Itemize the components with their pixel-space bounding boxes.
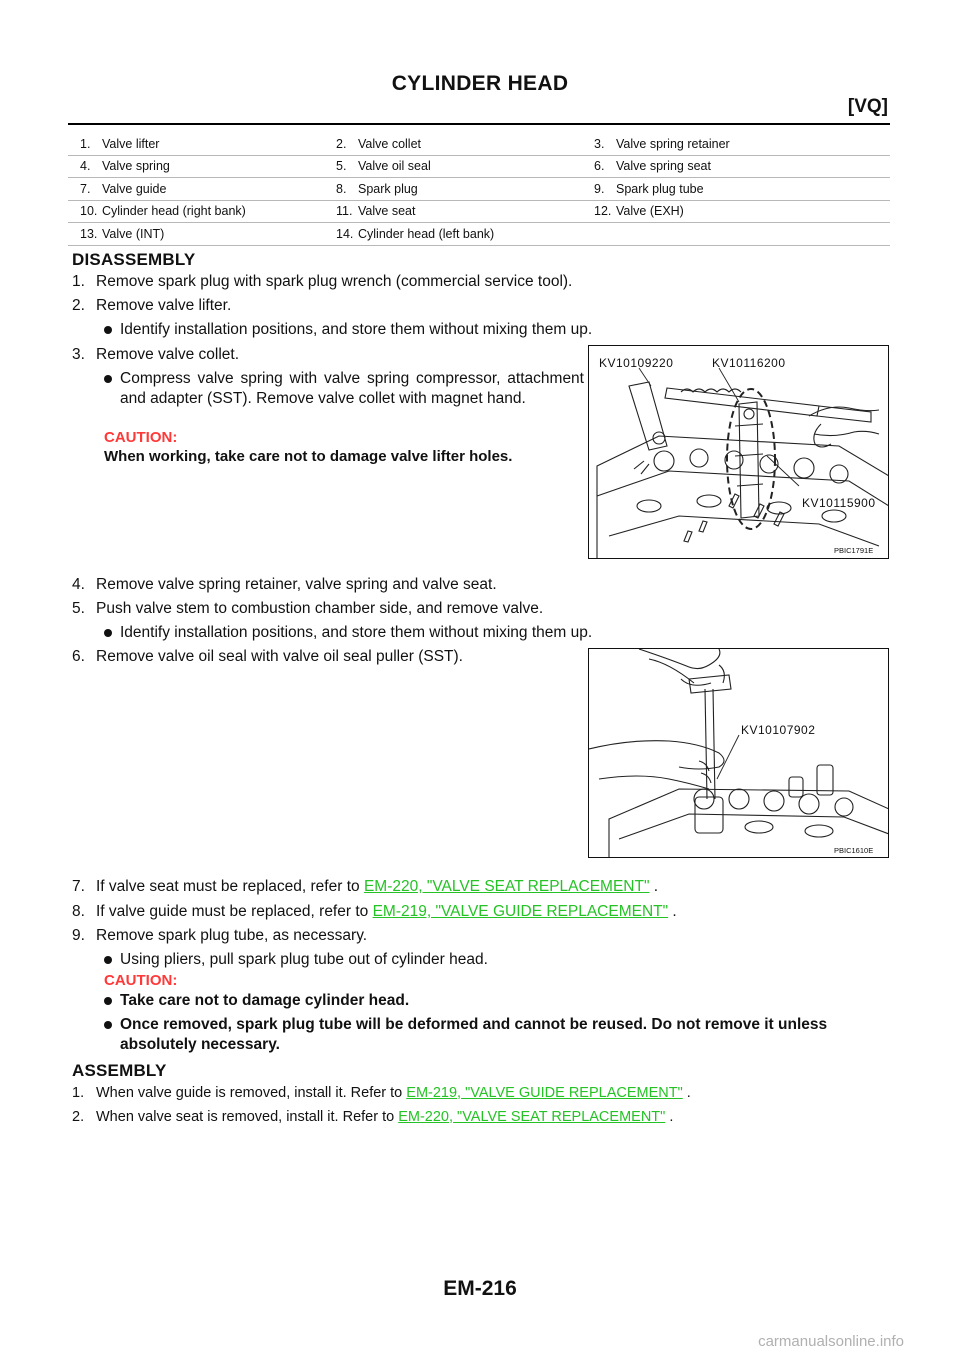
- part-number: 13.: [80, 226, 98, 241]
- disassembly-step-8: [72, 902, 677, 922]
- disassembly-step-3: [72, 345, 239, 365]
- figure-1-label-kv10115900: KV10115900: [802, 496, 876, 510]
- caution-text: When working, take care not to damage valve lifter holes.: [104, 448, 513, 465]
- step-number: 3.: [72, 346, 85, 363]
- part-name: Valve lifter: [102, 136, 160, 151]
- step-number: 1.: [72, 1085, 85, 1101]
- valve-oil-seal-puller-illustration: [589, 649, 889, 858]
- page-number: EM-216: [443, 1277, 517, 1300]
- disassembly-step-3-bullet: [104, 369, 584, 409]
- step-tail: .: [682, 1085, 691, 1101]
- table-row: [68, 200, 890, 223]
- parts-legend-table: [68, 133, 890, 246]
- part-name: Valve (EXH): [616, 204, 684, 219]
- step-text: Remove valve collet.: [96, 346, 240, 363]
- valve-spring-compressor-illustration: [589, 346, 889, 559]
- caution-bullet-2: [104, 1015, 890, 1055]
- disassembly-step-2-bullet: [104, 320, 890, 340]
- caution-text: Take care not to damage cylinder head.: [120, 992, 410, 1009]
- step-text: If valve seat must be replaced, refer to: [96, 878, 360, 895]
- caution-label: CAUTION:: [104, 972, 178, 989]
- part-name: Valve spring retainer: [616, 136, 730, 151]
- step-text: Remove valve oil seal with valve oil seal puller (SST).: [96, 648, 463, 665]
- part-number: 10.: [80, 204, 98, 219]
- step-number: 2.: [72, 1109, 85, 1125]
- bullet-icon: [104, 326, 112, 334]
- step-text: Remove spark plug tube, as necessary.: [96, 927, 368, 944]
- page-subtitle: [VQ]: [847, 96, 888, 117]
- part-name: Valve guide: [102, 181, 167, 196]
- disassembly-step-1: [72, 272, 572, 292]
- caution-text: Once removed, spark plug tube will be deformed and cannot be reused. Do not remove it unless absolutely necessary.: [120, 1016, 828, 1053]
- link-valve-guide-replacement[interactable]: EM-219, "VALVE GUIDE REPLACEMENT": [406, 1085, 683, 1101]
- figure-1-label-kv10116200: KV10116200: [712, 356, 786, 370]
- header-rule: [68, 123, 890, 125]
- page-title: CYLINDER HEAD: [391, 72, 569, 95]
- part-number: 5.: [336, 159, 347, 174]
- disassembly-step-9: [72, 926, 367, 946]
- part-name: Valve spring: [102, 159, 170, 174]
- table-row: [68, 155, 890, 178]
- part-name: Valve oil seal: [358, 159, 431, 174]
- step-number: 7.: [72, 878, 85, 895]
- part-name: Valve seat: [358, 204, 416, 219]
- figure-valve-oil-seal-puller: [588, 648, 889, 858]
- assembly-step-2: [72, 1107, 673, 1127]
- part-number: 14.: [336, 226, 354, 241]
- part-name: Valve collet: [358, 136, 421, 151]
- step-tail: .: [668, 903, 677, 920]
- bullet-icon: [104, 629, 112, 637]
- assembly-step-1: [72, 1083, 691, 1103]
- link-valve-guide-replacement[interactable]: EM-219, "VALVE GUIDE REPLACEMENT": [372, 903, 669, 920]
- part-number: 2.: [336, 136, 347, 151]
- part-number: 6.: [594, 159, 605, 174]
- part-name: [616, 223, 890, 246]
- link-valve-seat-replacement[interactable]: EM-220, "VALVE SEAT REPLACEMENT": [363, 878, 650, 895]
- disassembly-step-5-bullet: [104, 623, 890, 643]
- link-valve-seat-replacement[interactable]: EM-220, "VALVE SEAT REPLACEMENT": [398, 1109, 666, 1125]
- step-tail: .: [665, 1109, 674, 1125]
- step-text: Push valve stem to combustion chamber side, and remove valve.: [96, 600, 544, 617]
- step-number: 2.: [72, 297, 85, 314]
- part-name: Spark plug tube: [616, 181, 704, 196]
- caution-bullet-1: [104, 991, 890, 1011]
- bullet-text: Compress valve spring with valve spring compressor, attachment and adapter (SST). Remove valve collet with magnet hand.: [120, 370, 584, 407]
- bullet-icon: [104, 1021, 112, 1029]
- step-number: 5.: [72, 600, 85, 617]
- bullet-text: Identify installation positions, and store them without mixing them up.: [120, 321, 593, 338]
- disassembly-step-5: [72, 599, 543, 619]
- step-text: Remove valve spring retainer, valve spring and valve seat.: [96, 576, 497, 593]
- disassembly-step-9-bullet: [104, 950, 890, 970]
- disassembly-step-2: [72, 296, 231, 316]
- part-number: 11.: [336, 204, 353, 219]
- step-number: 1.: [72, 273, 85, 290]
- disassembly-step-4: [72, 575, 497, 595]
- bullet-text: Identify installation positions, and store them without mixing them up.: [120, 624, 593, 641]
- step-text: Remove valve lifter.: [96, 297, 232, 314]
- disassembly-step-6: [72, 647, 463, 667]
- part-number: 8.: [336, 181, 347, 196]
- step-number: 4.: [72, 576, 85, 593]
- figure-1-label-kv10109220: KV10109220: [599, 356, 674, 370]
- figure-1-code: PBIC1791E: [834, 546, 874, 555]
- section-heading-disassembly: DISASSEMBLY: [72, 250, 196, 269]
- part-number: 4.: [80, 159, 91, 174]
- part-name: Valve spring seat: [616, 159, 711, 174]
- figure-2-code: PBIC1610E: [834, 846, 874, 855]
- part-name: Spark plug: [358, 181, 418, 196]
- part-number: 1.: [80, 136, 91, 151]
- part-number: [582, 223, 616, 246]
- table-row: [68, 223, 890, 246]
- section-heading-assembly: ASSEMBLY: [72, 1061, 167, 1080]
- step-number: 6.: [72, 648, 85, 665]
- part-name: Valve (INT): [102, 226, 165, 241]
- disassembly-step-7: [72, 877, 658, 897]
- table-row: [68, 178, 890, 201]
- part-number: 7.: [80, 181, 91, 196]
- step-text: Remove spark plug with spark plug wrench (commercial service tool).: [96, 273, 573, 290]
- bullet-icon: [104, 997, 112, 1005]
- step-number: 9.: [72, 927, 85, 944]
- step-text: When valve guide is removed, install it. Refer to: [96, 1085, 403, 1101]
- part-name: Cylinder head (left bank): [358, 226, 495, 241]
- part-number: 9.: [594, 181, 605, 196]
- part-number: 3.: [594, 136, 605, 151]
- bullet-icon: [104, 956, 112, 964]
- figure-valve-spring-compressor: [588, 345, 889, 559]
- part-name: Cylinder head (right bank): [102, 204, 246, 219]
- part-number: 12.: [594, 204, 612, 219]
- step-number: 8.: [72, 903, 85, 920]
- table-row: [68, 133, 890, 155]
- bullet-icon: [104, 375, 112, 383]
- caution-label: CAUTION:: [104, 429, 178, 446]
- step-tail: .: [649, 878, 659, 895]
- step-text: When valve seat is removed, install it. Refer to: [96, 1109, 395, 1125]
- figure-2-label-kv10107902: KV10107902: [741, 723, 816, 737]
- watermark: carmanualsonline.info: [758, 1333, 904, 1350]
- step-text: If valve guide must be replaced, refer to: [96, 903, 369, 920]
- bullet-text: Using pliers, pull spark plug tube out of cylinder head.: [120, 951, 488, 968]
